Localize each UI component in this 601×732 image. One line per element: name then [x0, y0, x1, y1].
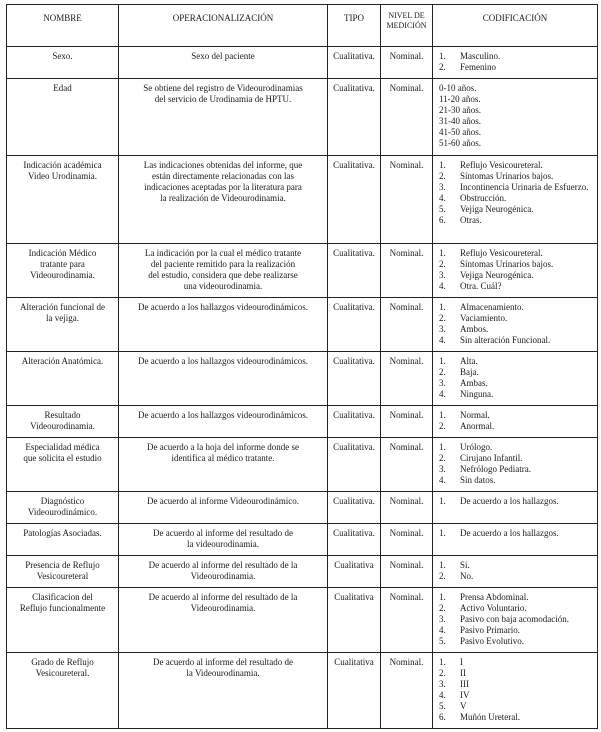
cell-nombre	[7, 298, 119, 352]
cell-operacionalizacion	[119, 156, 328, 244]
codificacion-text: Ambas.	[460, 378, 488, 388]
codificacion-number: 1.	[439, 356, 446, 366]
codificacion-text: De acuerdo a los hallazgos.	[460, 528, 559, 538]
cell-codificacion	[433, 492, 598, 524]
nombre-line: Video Urodinamia.	[28, 171, 97, 181]
codificacion-number: 2.	[439, 313, 446, 323]
nombre-line: Resultado	[44, 410, 81, 420]
codificacion-text: Masculino.	[460, 51, 501, 61]
codificacion-item	[439, 712, 595, 723]
operacionalizacion-line: Se obtiene del registro de Videourodinamias	[143, 83, 303, 93]
header-codificacion: CODIFICACIÓN	[433, 5, 598, 47]
codificacion-item	[439, 410, 595, 421]
codificacion-item	[439, 259, 595, 270]
header-nivel-line2: MEDICIÓN	[386, 21, 427, 30]
operacionalizacion-line: una videourodinamia.	[183, 281, 263, 291]
codificacion-item	[439, 657, 595, 668]
cell-codificacion	[433, 352, 598, 406]
cell-operacionalizacion	[119, 406, 328, 438]
codificacion-text: No.	[460, 571, 474, 581]
nombre-line: Indicación académica	[23, 160, 102, 170]
codificacion-text: Vejiga Neurogénica.	[460, 270, 534, 280]
codificacion-number: 4.	[439, 690, 446, 700]
codificacion-text: Ambos.	[460, 324, 489, 334]
codificacion-number: 5.	[439, 636, 446, 646]
header-nivel-line1: NIVEL DE	[388, 11, 425, 20]
codificacion-text: Alta.	[460, 356, 478, 366]
codificacion-item	[439, 453, 595, 464]
nombre-line: tratante para	[40, 259, 85, 269]
cell-operacionalizacion	[119, 352, 328, 406]
codificacion-item	[439, 389, 595, 400]
nombre-line: Sexo.	[52, 51, 73, 61]
nombre-line: Videourodinamia.	[30, 421, 95, 431]
codificacion-item	[439, 690, 595, 701]
codificacion-text: Síntomas Urinarios bajos.	[460, 171, 554, 181]
codificacion-item	[439, 105, 595, 116]
codificacion-number: 3.	[439, 324, 446, 334]
codificacion-number: 6.	[439, 712, 446, 722]
table-row	[7, 244, 598, 298]
codificacion-text: Prensa Abdominal.	[460, 592, 529, 602]
codificacion-text: Obstrucción.	[460, 193, 507, 203]
codificacion-item	[439, 324, 595, 335]
codificacion-item	[439, 215, 595, 226]
codificacion-item	[439, 367, 595, 378]
nombre-line: Presencia de Reflujo	[25, 560, 100, 570]
codificacion-number: 3.	[439, 378, 446, 388]
cell-nombre	[7, 79, 119, 156]
codificacion-item	[439, 475, 595, 486]
cell-operacionalizacion	[119, 492, 328, 524]
nombre-line: Vesicoureteral.	[35, 668, 90, 678]
cell-tipo: Cualitativa.	[328, 47, 381, 79]
codificacion-text: 31-40 años.	[439, 116, 481, 126]
table-row	[7, 156, 598, 244]
nombre-line: Vesicoureteral	[36, 571, 89, 581]
nombre-line: Especialidad médica	[25, 442, 100, 452]
codificacion-number: 4.	[439, 475, 446, 485]
codificacion-text: Baja.	[460, 367, 479, 377]
cell-tipo: Cualitativa.	[328, 492, 381, 524]
cell-tipo: Cualitativa	[328, 653, 381, 729]
table-row	[7, 524, 598, 556]
codificacion-text: Vaciamiento.	[460, 313, 508, 323]
codificacion-item	[439, 171, 595, 182]
codificacion-item	[439, 592, 595, 603]
codificacion-number: 2.	[439, 62, 446, 72]
table-row	[7, 352, 598, 406]
cell-nivel: Nominal.	[381, 524, 433, 556]
table-row	[7, 47, 598, 79]
codificacion-number: 4.	[439, 389, 446, 399]
nombre-line: Clasificacion del	[32, 592, 93, 602]
codificacion-text: Almacenamiento.	[460, 302, 524, 312]
cell-tipo: Cualitativa.	[328, 79, 381, 156]
codificacion-item	[439, 421, 595, 432]
codificacion-number: 5.	[439, 701, 446, 711]
codificacion-item	[439, 160, 595, 171]
cell-operacionalizacion	[119, 244, 328, 298]
cell-nivel: Nominal.	[381, 653, 433, 729]
codificacion-item	[439, 464, 595, 475]
cell-nivel: Nominal.	[381, 352, 433, 406]
nombre-line: que solicita el estudio	[23, 453, 102, 463]
codificacion-text: II	[460, 668, 466, 678]
cell-nivel: Nominal.	[381, 492, 433, 524]
codificacion-item	[439, 614, 595, 625]
codificacion-item	[439, 701, 595, 712]
codificacion-text: Otra. Cuál?	[460, 281, 502, 291]
codificacion-number: 2.	[439, 603, 446, 613]
cell-nombre	[7, 438, 119, 492]
codificacion-text: De acuerdo a los hallazgos.	[460, 496, 559, 506]
cell-codificacion	[433, 79, 598, 156]
operacionalizacion-line: De acuerdo a los hallazgos videourodinámicos.	[138, 302, 308, 312]
cell-nivel: Nominal.	[381, 79, 433, 156]
codificacion-number: 6.	[439, 215, 446, 225]
header-nivel-medicion	[381, 5, 433, 47]
codificacion-text: Otras.	[460, 215, 482, 225]
header-tipo: TIPO	[328, 5, 381, 47]
codificacion-text: 21-30 años.	[439, 105, 481, 115]
codificacion-number: 1.	[439, 160, 446, 170]
codificacion-number: 1.	[439, 496, 446, 506]
cell-tipo: Cualitativa.	[328, 524, 381, 556]
cell-codificacion	[433, 438, 598, 492]
codificacion-text: Anormal.	[460, 421, 495, 431]
codificacion-number: 3.	[439, 679, 446, 689]
nombre-line: Grado de Reflujo	[31, 657, 94, 667]
cell-nombre	[7, 588, 119, 653]
table-body	[7, 47, 598, 729]
cell-operacionalizacion	[119, 79, 328, 156]
cell-nivel: Nominal.	[381, 298, 433, 352]
table-row	[7, 79, 598, 156]
codificacion-number: 4.	[439, 193, 446, 203]
operacionalizacion-line: la Videourodinamia.	[186, 668, 260, 678]
table-row	[7, 588, 598, 653]
codificacion-text: Si.	[460, 560, 470, 570]
cell-tipo: Cualitativa	[328, 588, 381, 653]
header-operacionalizacion: OPERACIONALIZACIÓN	[119, 5, 328, 47]
codificacion-text: 51-60 años.	[439, 138, 481, 148]
cell-codificacion	[433, 524, 598, 556]
cell-operacionalizacion	[119, 556, 328, 588]
cell-codificacion	[433, 653, 598, 729]
operacionalizacion-line: la videourodinamia.	[187, 539, 259, 549]
cell-operacionalizacion	[119, 47, 328, 79]
header-nombre: NOMBRE	[7, 5, 119, 47]
nombre-line: Reflujo funcionalmente	[19, 603, 106, 613]
codificacion-number: 1.	[439, 51, 446, 61]
cell-operacionalizacion	[119, 653, 328, 729]
codificacion-text: 0-10 años.	[439, 83, 477, 93]
cell-operacionalizacion	[119, 298, 328, 352]
codificacion-item	[439, 302, 595, 313]
cell-nombre	[7, 653, 119, 729]
codificacion-text: Reflujo Vesicoureteral.	[460, 160, 543, 170]
codificacion-text: Activo Voluntario.	[460, 603, 527, 613]
operacionalizacion-line: la realización de Videourodinamia.	[160, 193, 286, 203]
codificacion-text: Sin alteración Funcional.	[460, 335, 551, 345]
codificacion-item	[439, 571, 595, 582]
cell-nivel: Nominal.	[381, 556, 433, 588]
codificacion-text: Femenino	[460, 62, 496, 72]
cell-nivel: Nominal.	[381, 244, 433, 298]
codificacion-number: 3.	[439, 182, 446, 192]
operacionalizacion-line: Videourodinamia.	[190, 603, 256, 613]
codificacion-item	[439, 636, 595, 647]
operacionalizacion-line: De acuerdo a los hallazgos videourodinámicos.	[138, 410, 308, 420]
codificacion-item	[439, 378, 595, 389]
codificacion-text: Ninguna.	[460, 389, 494, 399]
codificacion-item	[439, 281, 595, 292]
operacionalizacion-line: De acuerdo a los hallazgos videourodinámicos.	[138, 356, 308, 366]
codificacion-number: 3.	[439, 614, 446, 624]
codificacion-item	[439, 51, 595, 62]
codificacion-item	[439, 182, 595, 193]
codificacion-number: 1.	[439, 657, 446, 667]
nombre-line: Videourodinámico.	[27, 507, 98, 517]
nombre-line: Patologías Asociadas.	[23, 528, 102, 538]
document-page	[6, 4, 598, 729]
codificacion-text: III	[460, 679, 469, 689]
operacionalizacion-line: De acuerdo al informe del resultado de la	[148, 592, 298, 602]
codificacion-item	[439, 127, 595, 138]
codificacion-number: 1.	[439, 410, 446, 420]
codificacion-number: 2.	[439, 421, 446, 431]
codificacion-item	[439, 560, 595, 571]
cell-tipo: Cualitativa.	[328, 352, 381, 406]
codificacion-text: Muñón Ureteral.	[460, 712, 520, 722]
cell-tipo: Cualitativa.	[328, 298, 381, 352]
codificacion-item	[439, 313, 595, 324]
codificacion-number: 4.	[439, 625, 446, 635]
cell-tipo: Cualitativa	[328, 556, 381, 588]
codificacion-number: 1.	[439, 248, 446, 258]
cell-codificacion	[433, 156, 598, 244]
operacionalizacion-line: del paciente remitido para la realización	[150, 259, 296, 269]
codificacion-item	[439, 603, 595, 614]
nombre-line: Edad	[53, 83, 72, 93]
codificacion-text: Cirujano Infantil.	[460, 453, 523, 463]
operacionalizacion-line: De acuerdo al informe del resultado de	[153, 528, 293, 538]
codificacion-item	[439, 62, 595, 73]
codificacion-number: 3.	[439, 270, 446, 280]
codificacion-number: 5.	[439, 204, 446, 214]
codificacion-item	[439, 270, 595, 281]
table-row	[7, 406, 598, 438]
codificacion-item	[439, 138, 595, 149]
cell-nombre	[7, 47, 119, 79]
cell-nombre	[7, 524, 119, 556]
codificacion-text: Vejiga Neurogénica.	[460, 204, 534, 214]
nombre-line: la vejiga.	[46, 313, 79, 323]
codificacion-number: 2.	[439, 171, 446, 181]
codificacion-item	[439, 496, 595, 507]
codificacion-number: 2.	[439, 668, 446, 678]
cell-operacionalizacion	[119, 588, 328, 653]
operacionalizacion-line: De acuerdo al informe Videourodinámico.	[147, 496, 299, 506]
nombre-line: Diagnóstico	[40, 496, 85, 506]
table-row	[7, 556, 598, 588]
codificacion-item	[439, 442, 595, 453]
operacionalizacion-line: De acuerdo al informe del resultado de	[153, 657, 293, 667]
codificacion-number: 2.	[439, 453, 446, 463]
operacionalizacion-line: están directamente relacionadas con las	[152, 171, 294, 181]
codificacion-item	[439, 94, 595, 105]
operacionalizacion-line: De acuerdo a la hoja del informe donde se	[147, 442, 299, 452]
codificacion-number: 2.	[439, 571, 446, 581]
table-header-row	[7, 5, 598, 47]
codificacion-text: Pasivo Evolutivo.	[460, 636, 525, 646]
table-row	[7, 492, 598, 524]
variables-table	[6, 4, 598, 729]
codificacion-item	[439, 193, 595, 204]
codificacion-text: I	[460, 657, 463, 667]
codificacion-text: Reflujo Vesicoureteral.	[460, 248, 543, 258]
codificacion-text: Sin datos.	[460, 475, 496, 485]
cell-codificacion	[433, 556, 598, 588]
cell-nivel: Nominal.	[381, 47, 433, 79]
codificacion-item	[439, 204, 595, 215]
codificacion-number: 1.	[439, 592, 446, 602]
codificacion-text: Síntomas Urinarios bajos.	[460, 259, 554, 269]
codificacion-text: Nefrólogo Pediatra.	[460, 464, 531, 474]
cell-codificacion	[433, 47, 598, 79]
table-row	[7, 438, 598, 492]
codificacion-number: 1.	[439, 528, 446, 538]
cell-tipo: Cualitativa.	[328, 438, 381, 492]
codificacion-item	[439, 679, 595, 690]
codificacion-item	[439, 248, 595, 259]
cell-tipo: Cualitativa.	[328, 244, 381, 298]
codificacion-number: 3.	[439, 464, 446, 474]
nombre-line: Videourodinamia.	[30, 270, 95, 280]
cell-nombre	[7, 244, 119, 298]
codificacion-text: Normal.	[460, 410, 490, 420]
cell-nombre	[7, 556, 119, 588]
operacionalizacion-line: De acuerdo al informe del resultado de la	[148, 560, 298, 570]
nombre-line: Alteración Anatómica.	[21, 356, 104, 366]
operacionalizacion-line: indicaciones aceptadas por la literatura para	[144, 182, 302, 192]
cell-operacionalizacion	[119, 438, 328, 492]
codificacion-text: Pasivo Primario.	[460, 625, 520, 635]
cell-nombre	[7, 156, 119, 244]
codificacion-number: 1.	[439, 560, 446, 570]
operacionalizacion-line: identifica al médico tratante.	[171, 453, 275, 463]
cell-tipo: Cualitativa.	[328, 156, 381, 244]
codificacion-text: Incontinencia Urinaria de Esfuerzo.	[460, 182, 589, 192]
codificacion-number: 1.	[439, 302, 446, 312]
cell-tipo: Cualitativa.	[328, 406, 381, 438]
codificacion-number: 2.	[439, 367, 446, 377]
cell-codificacion	[433, 406, 598, 438]
operacionalizacion-line: del servicio de Urodinamia de HPTU.	[154, 94, 292, 104]
operacionalizacion-line: del estudio, considera que debe realizarse	[148, 270, 298, 280]
codificacion-text: Urólogo.	[460, 442, 493, 452]
codificacion-number: 2.	[439, 259, 446, 269]
codificacion-text: 11-20 años.	[439, 94, 481, 104]
cell-nombre	[7, 406, 119, 438]
cell-codificacion	[433, 588, 598, 653]
table-row	[7, 653, 598, 729]
cell-nivel: Nominal.	[381, 588, 433, 653]
operacionalizacion-line: Las indicaciones obtenidas del informe, que	[143, 160, 303, 170]
codificacion-item	[439, 83, 595, 94]
codificacion-number: 4.	[439, 281, 446, 291]
cell-codificacion	[433, 244, 598, 298]
table-row	[7, 298, 598, 352]
codificacion-text: Pasivo con baja acomodación.	[460, 614, 569, 624]
nombre-line: Indicación Médico	[28, 248, 97, 258]
codificacion-item	[439, 625, 595, 636]
cell-nivel: Nominal.	[381, 406, 433, 438]
cell-nombre	[7, 352, 119, 406]
cell-codificacion	[433, 298, 598, 352]
cell-nombre	[7, 492, 119, 524]
cell-nivel: Nominal.	[381, 156, 433, 244]
codificacion-item	[439, 335, 595, 346]
codificacion-item	[439, 116, 595, 127]
codificacion-item	[439, 668, 595, 679]
cell-operacionalizacion	[119, 524, 328, 556]
codificacion-text: V	[460, 701, 467, 711]
codificacion-item	[439, 528, 595, 539]
operacionalizacion-line: Videourodinamia.	[190, 571, 256, 581]
operacionalizacion-line: La indicación por la cual el médico tratante	[144, 248, 302, 258]
codificacion-text: IV	[460, 690, 470, 700]
codificacion-number: 1.	[439, 442, 446, 452]
codificacion-number: 4.	[439, 335, 446, 345]
cell-nivel: Nominal.	[381, 438, 433, 492]
nombre-line: Alteración funcional de	[20, 302, 105, 312]
codificacion-text: 41-50 años.	[439, 127, 481, 137]
operacionalizacion-line: Sexo del paciente	[191, 51, 255, 61]
codificacion-item	[439, 356, 595, 367]
